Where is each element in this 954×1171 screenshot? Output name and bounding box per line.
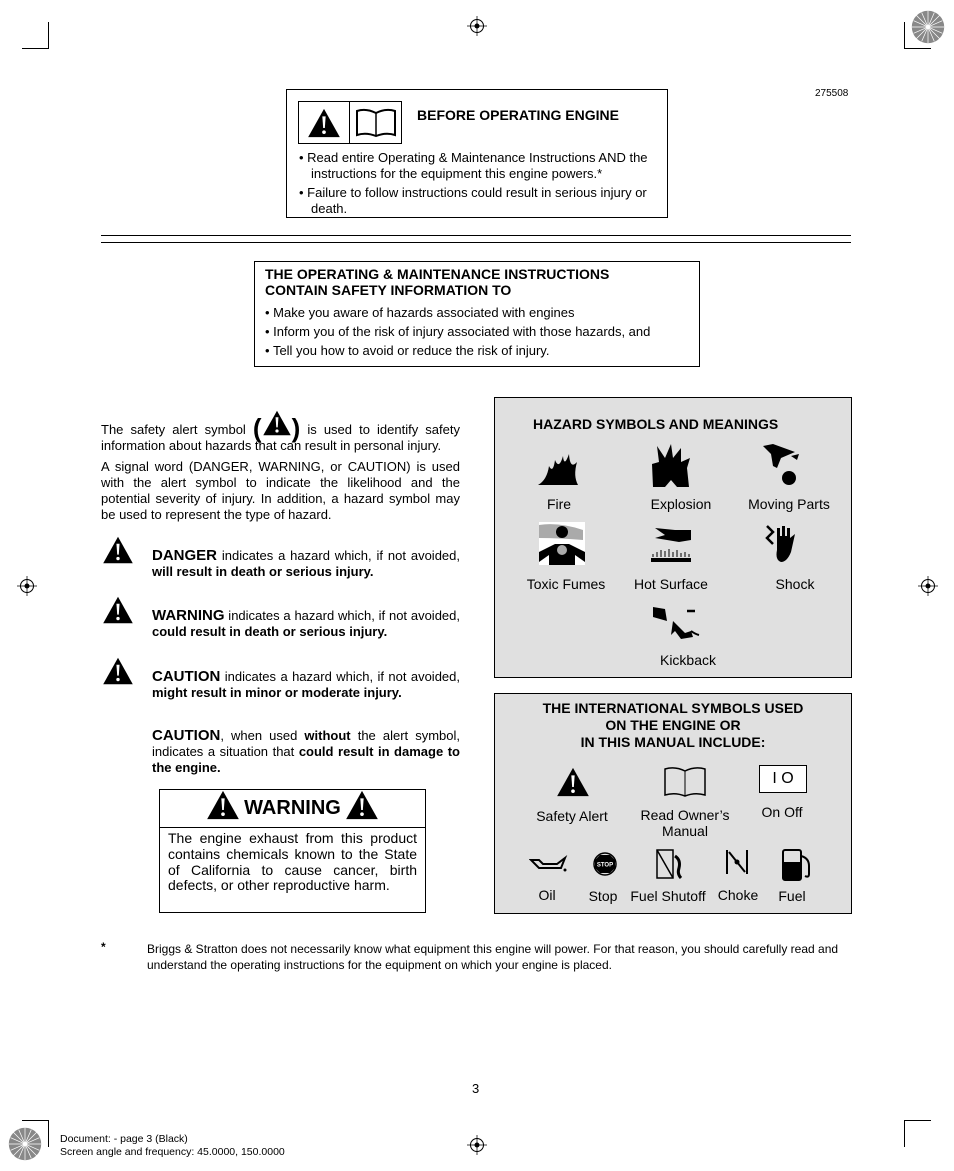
california-warning-box bbox=[159, 789, 426, 913]
stop-icon bbox=[593, 852, 617, 876]
footnote-mark: * bbox=[101, 940, 106, 954]
intl-label: Read Owner’s Manual bbox=[640, 807, 730, 839]
shock-icon bbox=[765, 524, 801, 564]
explosion-icon bbox=[651, 444, 691, 488]
bullet: Tell you how to avoid or reduce the risk of injury. bbox=[272, 343, 550, 358]
fire-icon bbox=[537, 452, 579, 486]
safety-alert-icon bbox=[556, 767, 590, 797]
hazard-label: Toxic Fumes bbox=[526, 576, 606, 592]
safety-alert-icon bbox=[307, 108, 341, 138]
intl-label: Safety Alert bbox=[536, 808, 608, 824]
registration-mark-icon bbox=[918, 576, 938, 596]
before-title: BEFORE OPERATING ENGINE bbox=[417, 107, 619, 123]
intl-label: Stop bbox=[588, 888, 618, 904]
before-bullets: • Read entire Operating & Maintenance Instructions AND the instructions for the equipment this engine powers.* • Failure to follow instructions could result in serious injury or death. bbox=[299, 150, 648, 216]
intl-label: Fuel bbox=[778, 888, 806, 904]
hazard-label: Hot Surface bbox=[634, 576, 708, 592]
warning-definition: WARNING indicates a hazard which, if not avoided, could result in death or serious injury. bbox=[152, 607, 460, 639]
choke-icon bbox=[725, 848, 749, 876]
footnote-text: Briggs & Stratton does not necessarily know what equipment this engine will power. For that reason, you should carefully read and understand the operating instructions for the equipment on which your engine is placed. bbox=[147, 942, 839, 972]
color-target-icon bbox=[910, 9, 946, 45]
intl-label: Fuel Shutoff bbox=[630, 888, 706, 904]
divider bbox=[101, 235, 851, 236]
safety-info-box bbox=[254, 261, 700, 367]
warning-alert-icon bbox=[102, 596, 134, 624]
signal-word-paragraph: A signal word (DANGER, WARNING, or CAUTION) is used with the alert symbol to indicate the likelihood and the potential severity of injury. In addition, a hazard symbol may be used to represent the type of hazard. bbox=[101, 459, 460, 522]
bullet: Failure to follow instructions could result in serious injury or death. bbox=[307, 185, 647, 216]
kickback-icon bbox=[651, 605, 703, 645]
owners-manual-icon bbox=[663, 766, 707, 798]
hazard-label: Moving Parts bbox=[748, 496, 830, 512]
crop-mark bbox=[22, 48, 49, 49]
intl-label: Choke bbox=[717, 887, 759, 903]
registration-mark-icon bbox=[467, 16, 487, 36]
international-symbols-box bbox=[494, 693, 852, 914]
crop-mark bbox=[22, 1120, 49, 1121]
intl-label: Oil bbox=[538, 887, 556, 903]
fuel-shutoff-icon bbox=[655, 848, 685, 880]
warning-title: WARNING bbox=[244, 797, 341, 819]
safety-alert-icon bbox=[262, 410, 292, 436]
svg-text:STOP: STOP bbox=[596, 862, 614, 869]
info-title: THE OPERATING & MAINTENANCE INSTRUCTIONS CONTAIN SAFETY INFORMATION TO bbox=[265, 266, 610, 298]
fuel-icon bbox=[779, 848, 813, 882]
on-off-icon: I O bbox=[759, 765, 807, 793]
hazard-title: HAZARD SYMBOLS AND MEANINGS bbox=[533, 416, 779, 432]
crop-mark bbox=[48, 1120, 49, 1147]
bullet: Inform you of the risk of injury associated with those hazards, and bbox=[273, 324, 651, 339]
danger-alert-icon bbox=[102, 536, 134, 564]
intl-label: On Off bbox=[761, 804, 803, 820]
hazard-symbols-box bbox=[494, 397, 852, 678]
moving-parts-icon bbox=[761, 444, 803, 488]
crop-mark bbox=[48, 22, 49, 49]
before-operating-box bbox=[286, 89, 668, 218]
divider bbox=[101, 242, 851, 243]
intro-paragraph: The safety alert symbol ( ) is used to identify safety information about hazards that can result in personal injury. bbox=[101, 410, 460, 454]
bullet: Make you aware of hazards associated with engines bbox=[273, 305, 575, 320]
warning-text: The engine exhaust from this product contains chemicals known to the State of California to cause cancer, birth defects, or other reproductive harm. bbox=[168, 830, 417, 894]
registration-mark-icon bbox=[17, 576, 37, 596]
page-number: 3 bbox=[472, 1081, 480, 1096]
caution-no-symbol-definition: CAUTION, when used without the alert symbol, indicates a situation that could result in damage to the engine. bbox=[152, 727, 460, 775]
hazard-label: Explosion bbox=[650, 496, 712, 512]
hazard-label: Shock bbox=[775, 576, 815, 592]
doc-number: 275508 bbox=[815, 88, 849, 99]
registration-mark-icon bbox=[467, 1135, 487, 1155]
toxic-fumes-icon bbox=[539, 522, 585, 565]
crop-mark bbox=[904, 1120, 931, 1121]
icon-pair bbox=[298, 101, 402, 144]
safety-alert-icon bbox=[206, 790, 240, 820]
print-info: Document: - page 3 (Black) Screen angle and frequency: 45.0000, 150.0000 bbox=[60, 1133, 285, 1158]
hazard-label: Kickback bbox=[659, 652, 717, 668]
warning-header bbox=[160, 790, 425, 828]
info-bullets: • Make you aware of hazards associated with engines • Inform you of the risk of injury associated with those hazards, and • Tell you how to avoid or reduce the risk of injury. bbox=[265, 305, 651, 358]
caution-alert-icon bbox=[102, 657, 134, 685]
hazard-label: Fire bbox=[546, 496, 572, 512]
safety-alert-icon bbox=[345, 790, 379, 820]
intl-title: THE INTERNATIONAL SYMBOLS USED ON THE ENGINE OR IN THIS MANUAL INCLUDE: bbox=[542, 700, 804, 750]
color-target-icon bbox=[7, 1126, 43, 1162]
caution-definition: CAUTION indicates a hazard which, if not avoided, might result in minor or moderate injury. bbox=[152, 668, 460, 700]
crop-mark bbox=[904, 48, 931, 49]
crop-mark bbox=[904, 22, 905, 49]
crop-mark bbox=[904, 1120, 905, 1147]
bullet: Read entire Operating & Maintenance Instructions AND the instructions for the equipment this engine powers.* bbox=[307, 150, 648, 181]
hot-surface-icon bbox=[651, 526, 693, 564]
manual-book-icon bbox=[355, 108, 397, 138]
danger-definition: DANGER indicates a hazard which, if not avoided, will result in death or serious injury. bbox=[152, 547, 460, 579]
oil-icon bbox=[529, 854, 569, 874]
